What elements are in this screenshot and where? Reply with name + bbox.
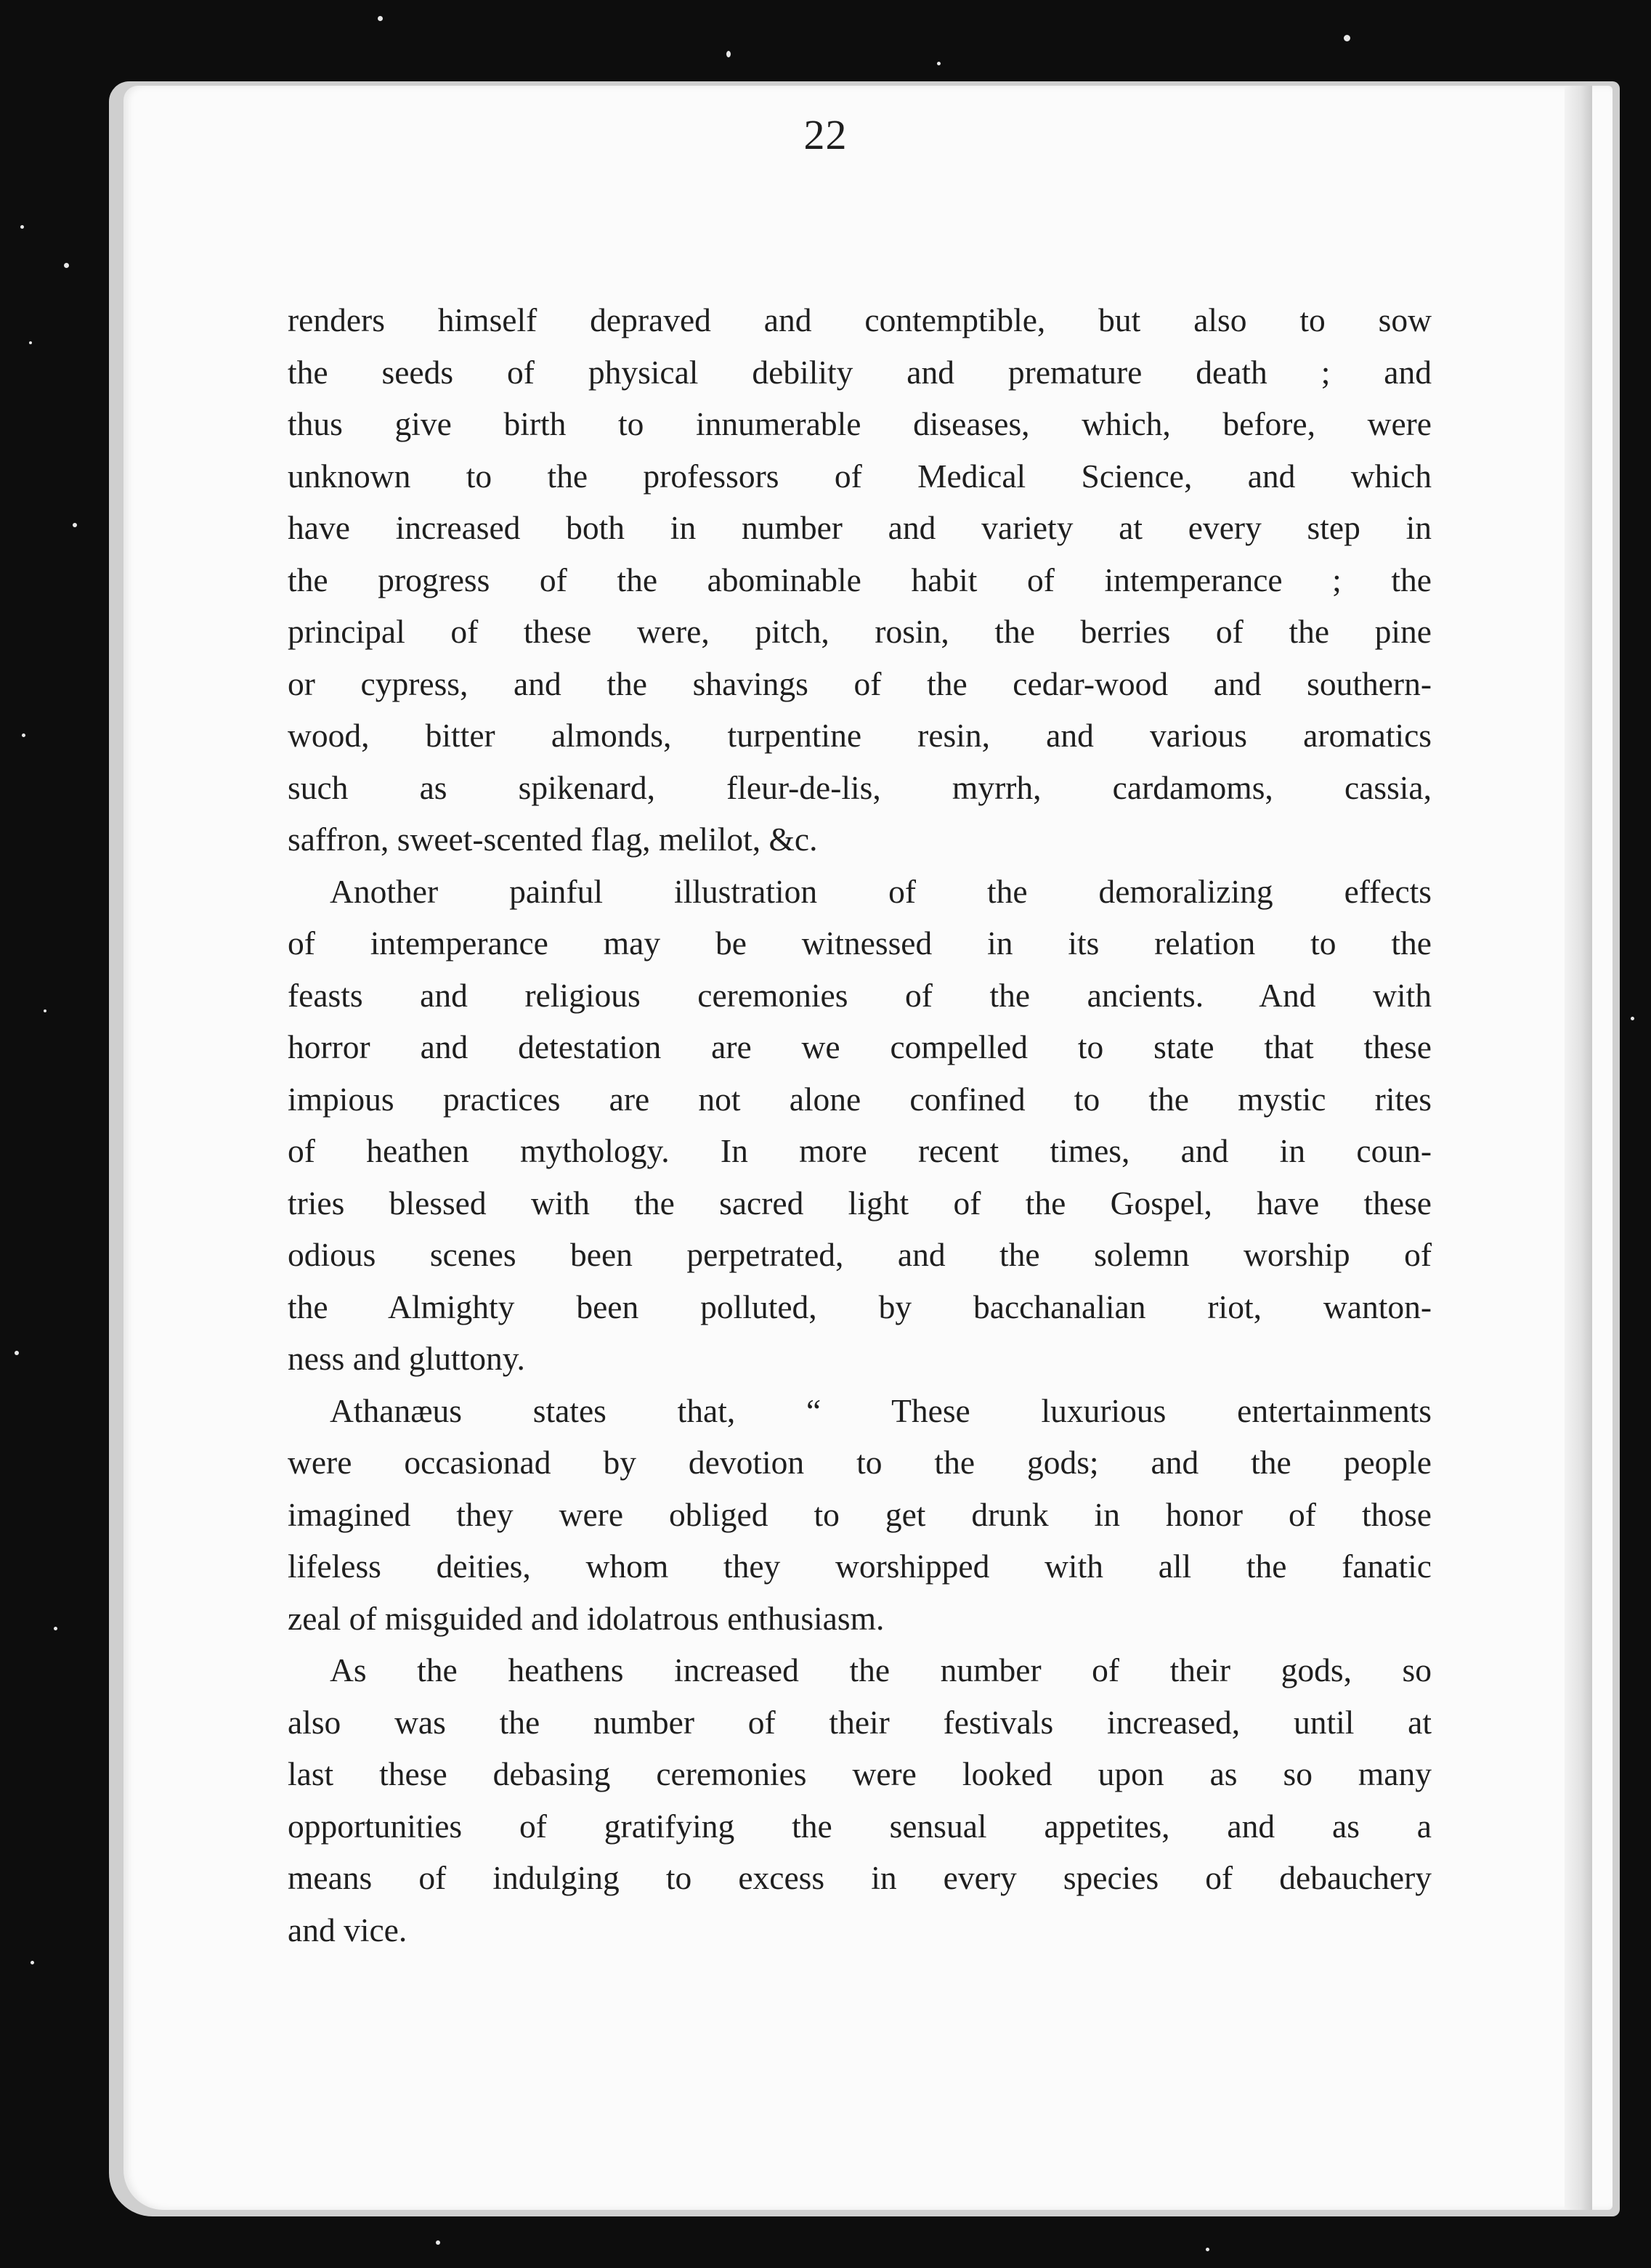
text-line: horror and detestation are we compelled to state that these: [288, 1028, 1432, 1065]
text-line: ness and gluttony.: [288, 1340, 525, 1377]
text-line: the seeds of physical debility and premature death ; and: [288, 353, 1432, 391]
text-line: As the heathens increased the number of their gods, so: [330, 1651, 1432, 1688]
text-line: odious scenes been perpetrated, and the solemn worship of: [288, 1236, 1432, 1273]
text-line: principal of these were, pitch, rosin, the berries of the pine: [288, 613, 1432, 650]
page-number: 22: [803, 111, 848, 158]
text-line: saffron, sweet-scented flag, melilot, &c.: [288, 821, 818, 858]
text-line: of intemperance may be witnessed in its relation to the: [288, 924, 1432, 962]
text-line: of heathen mythology. In more recent times, and in coun-: [288, 1132, 1432, 1169]
text-line: lifeless deities, whom they worshipped with all the fanatic: [288, 1548, 1432, 1585]
text-line: have increased both in number and variety at every step in: [288, 509, 1432, 546]
text-line: thus give birth to innumerable diseases, which, before, were: [288, 405, 1432, 442]
text-line: and vice.: [288, 1911, 407, 1948]
text-line: opportunities of gratifying the sensual appetites, and as a: [288, 1807, 1432, 1845]
text-line: were occasionad by devotion to the gods; and the people: [288, 1444, 1432, 1481]
text-line: tries blessed with the sacred light of the Gospel, have these: [288, 1184, 1432, 1222]
text-line: also was the number of their festivals increased, until at: [288, 1703, 1432, 1741]
text-line: such as spikenard, fleur-de-lis, myrrh, cardamoms, cassia,: [288, 768, 1432, 806]
text-line: last these debasing ceremonies were looked upon as so many: [288, 1755, 1432, 1792]
text-line: zeal of misguided and idolatrous enthusiasm.: [288, 1599, 885, 1637]
text-line: the progress of the abominable habit of intemperance ; the: [288, 561, 1432, 598]
text-line: renders himself depraved and contemptible, but also to sow: [288, 301, 1432, 338]
text-line: means of indulging to excess in every species of debauchery: [288, 1859, 1432, 1896]
text-line: Another painful illustration of the demoralizing effects: [330, 872, 1432, 910]
body-text: [288, 294, 1432, 1956]
text-line: imagined they were obliged to get drunk in honor of those: [288, 1495, 1432, 1533]
text-line: impious practices are not alone confined to the mystic rites: [288, 1080, 1432, 1118]
text-line: wood, bitter almonds, turpentine resin, and various aromatics: [288, 717, 1432, 754]
text-line: feasts and religious ceremonies of the ancients. And with: [288, 976, 1432, 1014]
text-line: the Almighty been polluted, by bacchanalian riot, wanton-: [288, 1288, 1432, 1325]
page-fold-shadow: [1565, 86, 1592, 2210]
text-line: or cypress, and the shavings of the cedar-wood and southern-: [288, 664, 1432, 702]
text-line: Athanæus states that, “ These luxurious entertainments: [330, 1391, 1432, 1429]
text-line: unknown to the professors of Medical Science, and which: [288, 457, 1432, 495]
